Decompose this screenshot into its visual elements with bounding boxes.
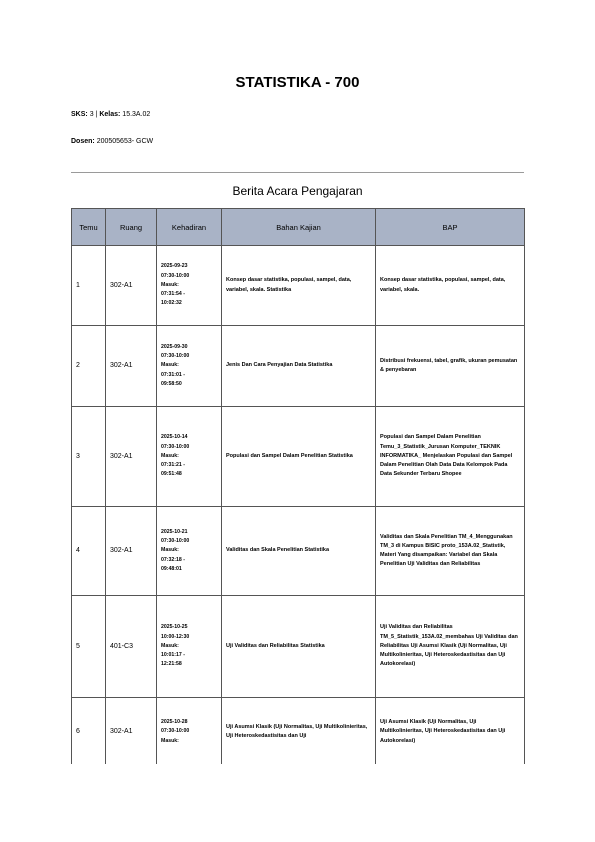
- page-title: STATISTIKA - 700: [235, 74, 360, 91]
- kehadiran-line: 07:30-10:00: [161, 443, 190, 450]
- kehadiran-line: 09:58:50: [161, 380, 182, 387]
- cell-temu: 3: [72, 407, 106, 507]
- sks-label: SKS:: [71, 111, 88, 118]
- cell-bahan-kajian: Konsep dasar statistika, populasi, sampel, data, variabel, skala. Statistika: [222, 246, 376, 326]
- kehadiran-line: 2025-10-21: [161, 528, 188, 535]
- cell-ruang: 401-C3: [106, 596, 157, 698]
- table-header-row: [72, 209, 525, 246]
- kehadiran-line: 07:31:21 -: [161, 462, 185, 469]
- cell-ruang: 302-A1: [106, 507, 157, 596]
- table-row: [72, 246, 525, 326]
- table-row: [72, 596, 525, 698]
- cell-temu: 6: [72, 698, 106, 765]
- cell-bap: Distribusi frekuensi, tabel, grafik, ukuran pemusatan & penyebaran: [376, 326, 525, 407]
- cell-ruang: 302-A1: [106, 407, 157, 507]
- kehadiran-line: 07:30-10:00: [161, 272, 190, 279]
- kehadiran-line: 2025-09-30: [161, 343, 188, 350]
- cell-temu: 2: [72, 326, 106, 407]
- dosen-value: 200505653- GCW: [96, 138, 154, 145]
- cell-kehadiran: [157, 596, 222, 698]
- header-bahan-kajian: Bahan Kajian: [222, 209, 376, 246]
- kehadiran-line: 2025-10-25: [161, 624, 188, 631]
- header-kehadiran: Kehadiran: [157, 209, 222, 246]
- kehadiran-line: 09:51:48: [161, 471, 182, 478]
- kehadiran-line: 2025-10-14: [161, 434, 188, 441]
- cell-bap: Konsep dasar statistika, populasi, sampel, data, variabel, skala.: [376, 246, 525, 326]
- kehadiran-line: 12:21:58: [161, 661, 182, 668]
- cell-ruang: 302-A1: [106, 698, 157, 765]
- header-ruang: Ruang: [106, 209, 157, 246]
- section-title: Berita Acara Pengajaran: [232, 184, 363, 198]
- table-row: [72, 698, 525, 765]
- kehadiran-line: 07:30-10:00: [161, 728, 190, 735]
- cell-kehadiran: [157, 246, 222, 326]
- cell-temu: 1: [72, 246, 106, 326]
- cell-bap: Populasi dan Sampel Dalam Penelitian Temu_3_Statistik_Jurusan Komputer_TEKNIK INFORMATIKA_ Menjelaskan Populasi dan Sampel Dalam Penelitian Olah Data Data Kelompok Pada Data Sekunder Terbaru Shopee: [376, 407, 525, 507]
- cell-kehadiran: [157, 507, 222, 596]
- kehadiran-line: Masuk:: [161, 281, 179, 288]
- kehadiran-line: 07:30-10:00: [161, 353, 190, 360]
- kehadiran-line: 10:02:32: [161, 300, 182, 307]
- kehadiran-line: Masuk:: [161, 642, 179, 649]
- kehadiran-line: 07:32:18 -: [161, 556, 185, 563]
- kehadiran-line: Masuk:: [161, 547, 179, 554]
- cell-bahan-kajian: Uji Validitas dan Reliabilitas Statistika: [222, 596, 376, 698]
- cell-bap: Uji Validitas dan Reliabilitas TM_5_Statistik_153A.02_membahas Uji Validitas dan Reliabilitas Uji Asumsi Klasik (Uji Normalitas, Uji Multikolinieritas, Uji Heteroskedastisitas dan Uji Autokorelasi): [376, 596, 525, 698]
- header-bap: BAP: [376, 209, 525, 246]
- cell-bap: Validitas dan Skala Penelitian TM_4_Menggunakan TM_3 di Kampus BISIC proto_153A.02_Statistik, Materi Yang disampaikan: Variabel dan Skala Penelitian Uji Validitas dan Reliabilitas: [376, 507, 525, 596]
- kehadiran-line: 07:31:01 -: [161, 371, 185, 378]
- cell-bahan-kajian: Populasi dan Sampel Dalam Penelitian Statistika: [222, 407, 376, 507]
- kehadiran-line: 2025-09-23: [161, 263, 188, 270]
- cell-temu: 4: [72, 507, 106, 596]
- cell-bap: Uji Asumsi Klasik (Uji Normalitas, Uji Multikolinieritas, Uji Heteroskedastisitas dan Uji Autokorelasi): [376, 698, 525, 765]
- kehadiran-line: 07:31:54 -: [161, 291, 185, 298]
- cell-kehadiran: [157, 326, 222, 407]
- kehadiran-line: Masuk:: [161, 452, 179, 459]
- cell-kehadiran: [157, 698, 222, 765]
- kehadiran-line: 2025-10-28: [161, 719, 188, 726]
- bap-table: [71, 208, 525, 764]
- kelas-value: 15.3A.02: [122, 111, 151, 118]
- table-row: [72, 407, 525, 507]
- cell-bahan-kajian: Jenis Dan Cara Penyajian Data Statistika: [222, 326, 376, 407]
- sks-value: 3: [89, 111, 94, 118]
- kehadiran-line: Masuk:: [161, 362, 179, 369]
- header-temu: Temu: [72, 209, 106, 246]
- kehadiran-line: 10:00-12:30: [161, 633, 190, 640]
- cell-kehadiran: [157, 407, 222, 507]
- kehadiran-line: 07:30-10:00: [161, 538, 190, 545]
- kehadiran-line: Masuk:: [161, 737, 179, 744]
- cell-ruang: 302-A1: [106, 246, 157, 326]
- meta-separator: |: [95, 111, 98, 118]
- table-row: [72, 326, 525, 407]
- kehadiran-line: 09:48:01: [161, 565, 182, 572]
- cell-ruang: 302-A1: [106, 326, 157, 407]
- cell-temu: 5: [72, 596, 106, 698]
- dosen-label: Dosen:: [71, 138, 95, 145]
- cell-bahan-kajian: Uji Asumsi Klasik (Uji Normalitas, Uji Multikolinieritas, Uji Heteroskedastisitas dan Uji: [222, 698, 376, 765]
- kelas-label: Kelas:: [99, 111, 121, 118]
- cell-bahan-kajian: Validitas dan Skala Penelitian Statistika: [222, 507, 376, 596]
- table-row: [72, 507, 525, 596]
- kehadiran-line: 10:01:17 -: [161, 652, 185, 659]
